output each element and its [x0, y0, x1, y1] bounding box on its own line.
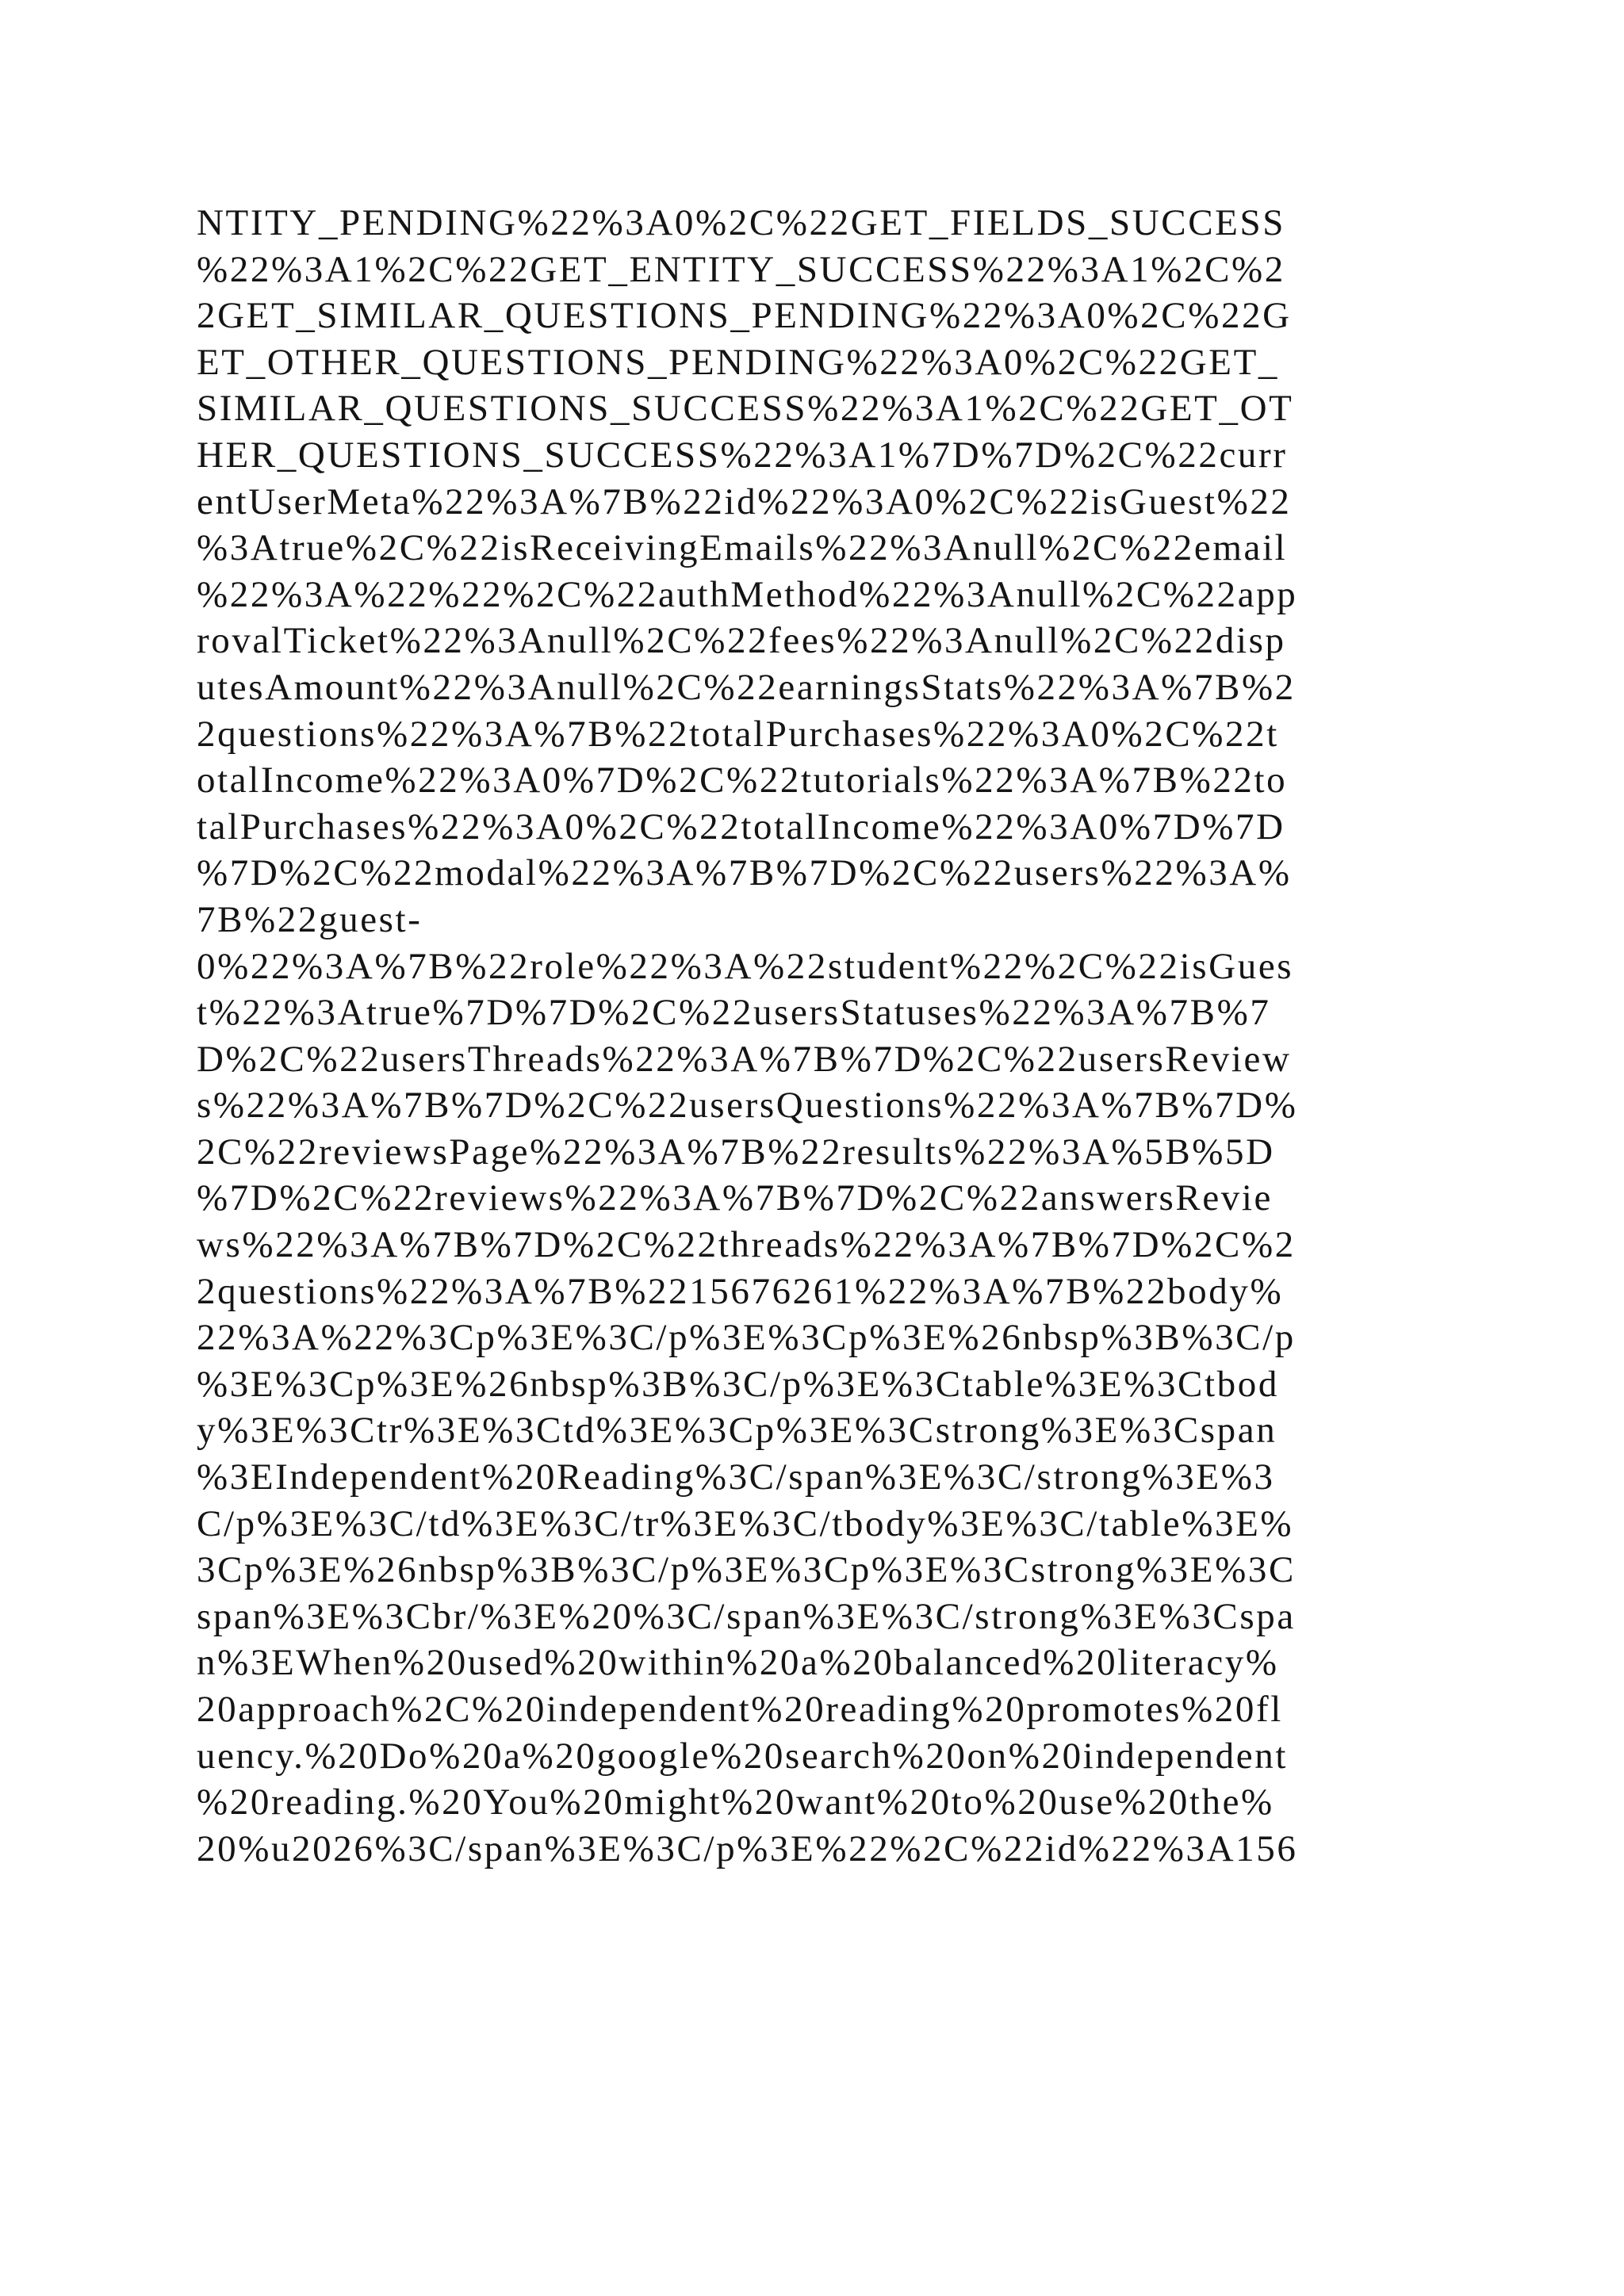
text-line: 20%u2026%3C/span%3E%3C/p%3E%22%2C%22id%22%3A156 [197, 1827, 1298, 1869]
text-line: C/p%3E%3C/td%3E%3C/tr%3E%3C/tbody%3E%3C/table%3E% [197, 1502, 1294, 1544]
text-line: 22%3A%22%3Cp%3E%3C/p%3E%3Cp%3E%26nbsp%3B%3C/p [197, 1317, 1296, 1359]
text-line: HER_QUESTIONS_SUCCESS%22%3A1%7D%7D%2C%22curr [197, 434, 1288, 476]
text-line: 2GET_SIMILAR_QUESTIONS_PENDING%22%3A0%2C%22G [197, 295, 1292, 337]
text-line: D%2C%22usersThreads%22%3A%7B%7D%2C%22usersReview [197, 1038, 1292, 1080]
text-line: %3Atrue%2C%22isReceivingEmails%22%3Anull%2C%22email [197, 527, 1288, 569]
text-line: %20reading.%20You%20might%20want%20to%20use%20the% [197, 1781, 1274, 1823]
text-line: 2questions%22%3A%7B%22totalPurchases%22%3A0%2C%22t [197, 713, 1279, 755]
text-line: 7B%22guest- [197, 898, 423, 940]
text-line: talPurchases%22%3A0%2C%22totalIncome%22%3A0%7D%7D [197, 806, 1285, 848]
text-line: %3EIndependent%20Reading%3C/span%3E%3C/strong%3E%3 [197, 1456, 1275, 1498]
text-line: SIMILAR_QUESTIONS_SUCCESS%22%3A1%2C%22GET_OT [197, 388, 1294, 430]
text-line: ws%22%3A%7B%7D%2C%22threads%22%3A%7B%7D%2C%2 [197, 1224, 1296, 1266]
document-text [197, 200, 1434, 1872]
text-line: y%3E%3Ctr%3E%3Ctd%3E%3Cp%3E%3Cstrong%3E%3Cspan [197, 1410, 1277, 1452]
text-line: otalIncome%22%3A0%7D%2C%22tutorials%22%3A%7B%22to [197, 760, 1288, 802]
text-line: t%22%3Atrue%7D%7D%2C%22usersStatuses%22%3A%7B%7 [197, 992, 1271, 1034]
text-line: %7D%2C%22reviews%22%3A%7B%7D%2C%22answersRevie [197, 1177, 1274, 1219]
text-line: 2C%22reviewsPage%22%3A%7B%22results%22%3A%5B%5D [197, 1131, 1275, 1173]
text-line: uency.%20Do%20a%20google%20search%20on%20independent [197, 1735, 1288, 1777]
text-line: %22%3A%22%22%2C%22authMethod%22%3Anull%2C%22app [197, 573, 1298, 615]
text-line: s%22%3A%7B%7D%2C%22usersQuestions%22%3A%7B%7D% [197, 1085, 1298, 1127]
text-line: span%3E%3Cbr/%3E%20%3C/span%3E%3C/strong%3E%3Cspa [197, 1595, 1296, 1637]
text-line: %3E%3Cp%3E%26nbsp%3B%3C/p%3E%3Ctable%3E%3Ctbod [197, 1363, 1279, 1405]
text-line: 20approach%2C%20independent%20reading%20promotes%20fl [197, 1689, 1283, 1730]
text-line: 2questions%22%3A%7B%2215676261%22%3A%7B%22body% [197, 1270, 1284, 1312]
text-line: entUserMeta%22%3A%7B%22id%22%3A0%2C%22isGuest%22 [197, 480, 1292, 522]
text-line: 3Cp%3E%26nbsp%3B%3C/p%3E%3Cp%3E%3Cstrong%3E%3C [197, 1549, 1296, 1591]
text-line: utesAmount%22%3Anull%2C%22earningsStats%22%3A%7B%2 [197, 666, 1296, 708]
text-line: rovalTicket%22%3Anull%2C%22fees%22%3Anull%2C%22disp [197, 620, 1286, 662]
text-line: NTITY_PENDING%22%3A0%2C%22GET_FIELDS_SUCCESS [197, 202, 1285, 243]
text-line: %7D%2C%22modal%22%3A%7B%7D%2C%22users%22%3A% [197, 852, 1292, 894]
text-line: %22%3A1%2C%22GET_ENTITY_SUCCESS%22%3A1%2C%2 [197, 248, 1285, 290]
text-line: 0%22%3A%7B%22role%22%3A%22student%22%2C%22isGues [197, 945, 1294, 987]
text-line: n%3EWhen%20used%20within%20a%20balanced%20literacy% [197, 1642, 1279, 1684]
text-line: ET_OTHER_QUESTIONS_PENDING%22%3A0%2C%22GET_ [197, 341, 1280, 383]
